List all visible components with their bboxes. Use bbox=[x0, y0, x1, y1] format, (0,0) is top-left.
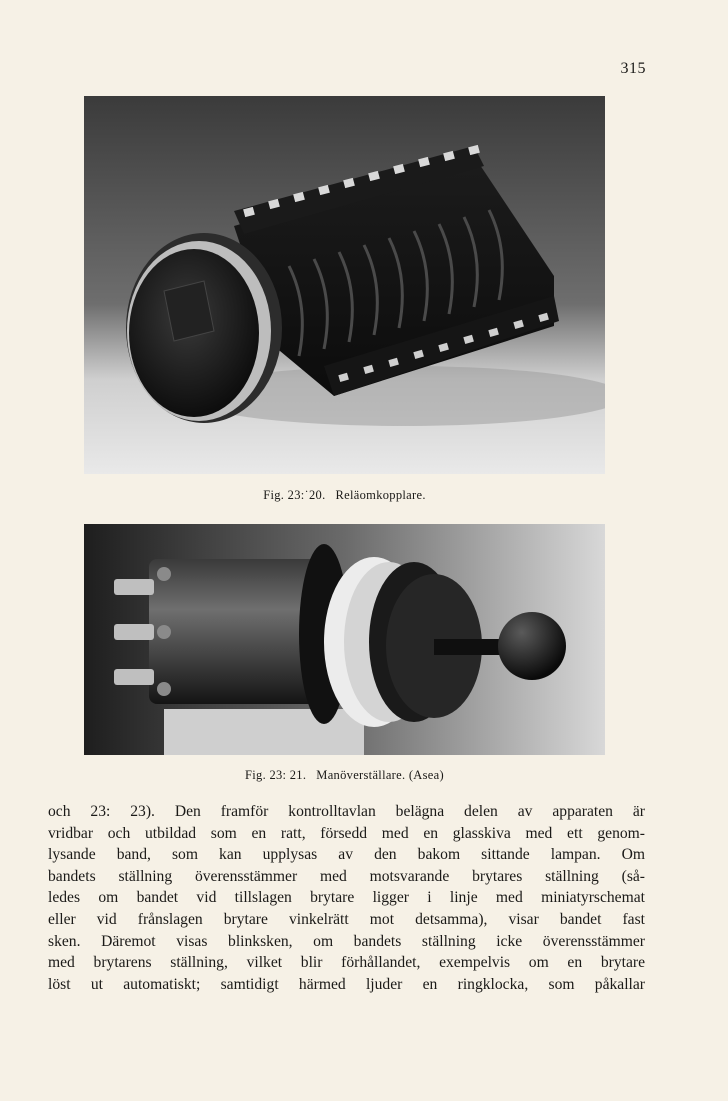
page-number: 315 bbox=[620, 60, 646, 77]
text-line: lysande band, som kan upplysas av den bakom sittande lampan. Om bbox=[48, 846, 645, 864]
figure-2-caption-text: Manöverställare. (Asea) bbox=[316, 768, 444, 782]
text-line: och 23: 23). Den framför kontrolltavlan belägna delen av apparaten är bbox=[48, 803, 645, 820]
control-switch-photo bbox=[84, 524, 605, 755]
figure-1-label: Fig. 23:˙20. bbox=[263, 488, 326, 502]
figure-2-caption bbox=[84, 768, 605, 783]
text-line: bandets ställning överensstämmer med motsvarande brytares ställning (så- bbox=[48, 867, 645, 885]
figure-1-caption-text: Reläomkopplare. bbox=[335, 488, 426, 502]
text-line: vridbar och utbildad som en ratt, försedd med en glasskiva med ett genom- bbox=[48, 824, 645, 842]
relay-switch-illustration bbox=[84, 96, 605, 474]
text-line: eller vid frånslagen brytare vinkelrätt mot detsamma), visar bandet fast bbox=[48, 910, 645, 928]
relay-switch-photo bbox=[84, 96, 605, 474]
figure-2-label: Fig. 23: 21. bbox=[245, 768, 307, 782]
text-line: löst ut automatiskt; samtidigt härmed ljuder en ringklocka, som påkallar bbox=[48, 975, 645, 993]
control-switch-illustration bbox=[84, 524, 605, 755]
figure-1-caption bbox=[84, 488, 605, 503]
text-line: ledes om bandet vid tillslagen brytare ligger i linje med miniatyrschemat bbox=[48, 889, 645, 907]
text-line: med brytarens ställning, vilket blir förhållandet, exempelvis om en brytare bbox=[48, 954, 645, 972]
body-paragraph bbox=[48, 801, 645, 995]
text-line: sken. Däremot visas blinksken, om bandets ställning icke överensstämmer bbox=[48, 932, 645, 950]
